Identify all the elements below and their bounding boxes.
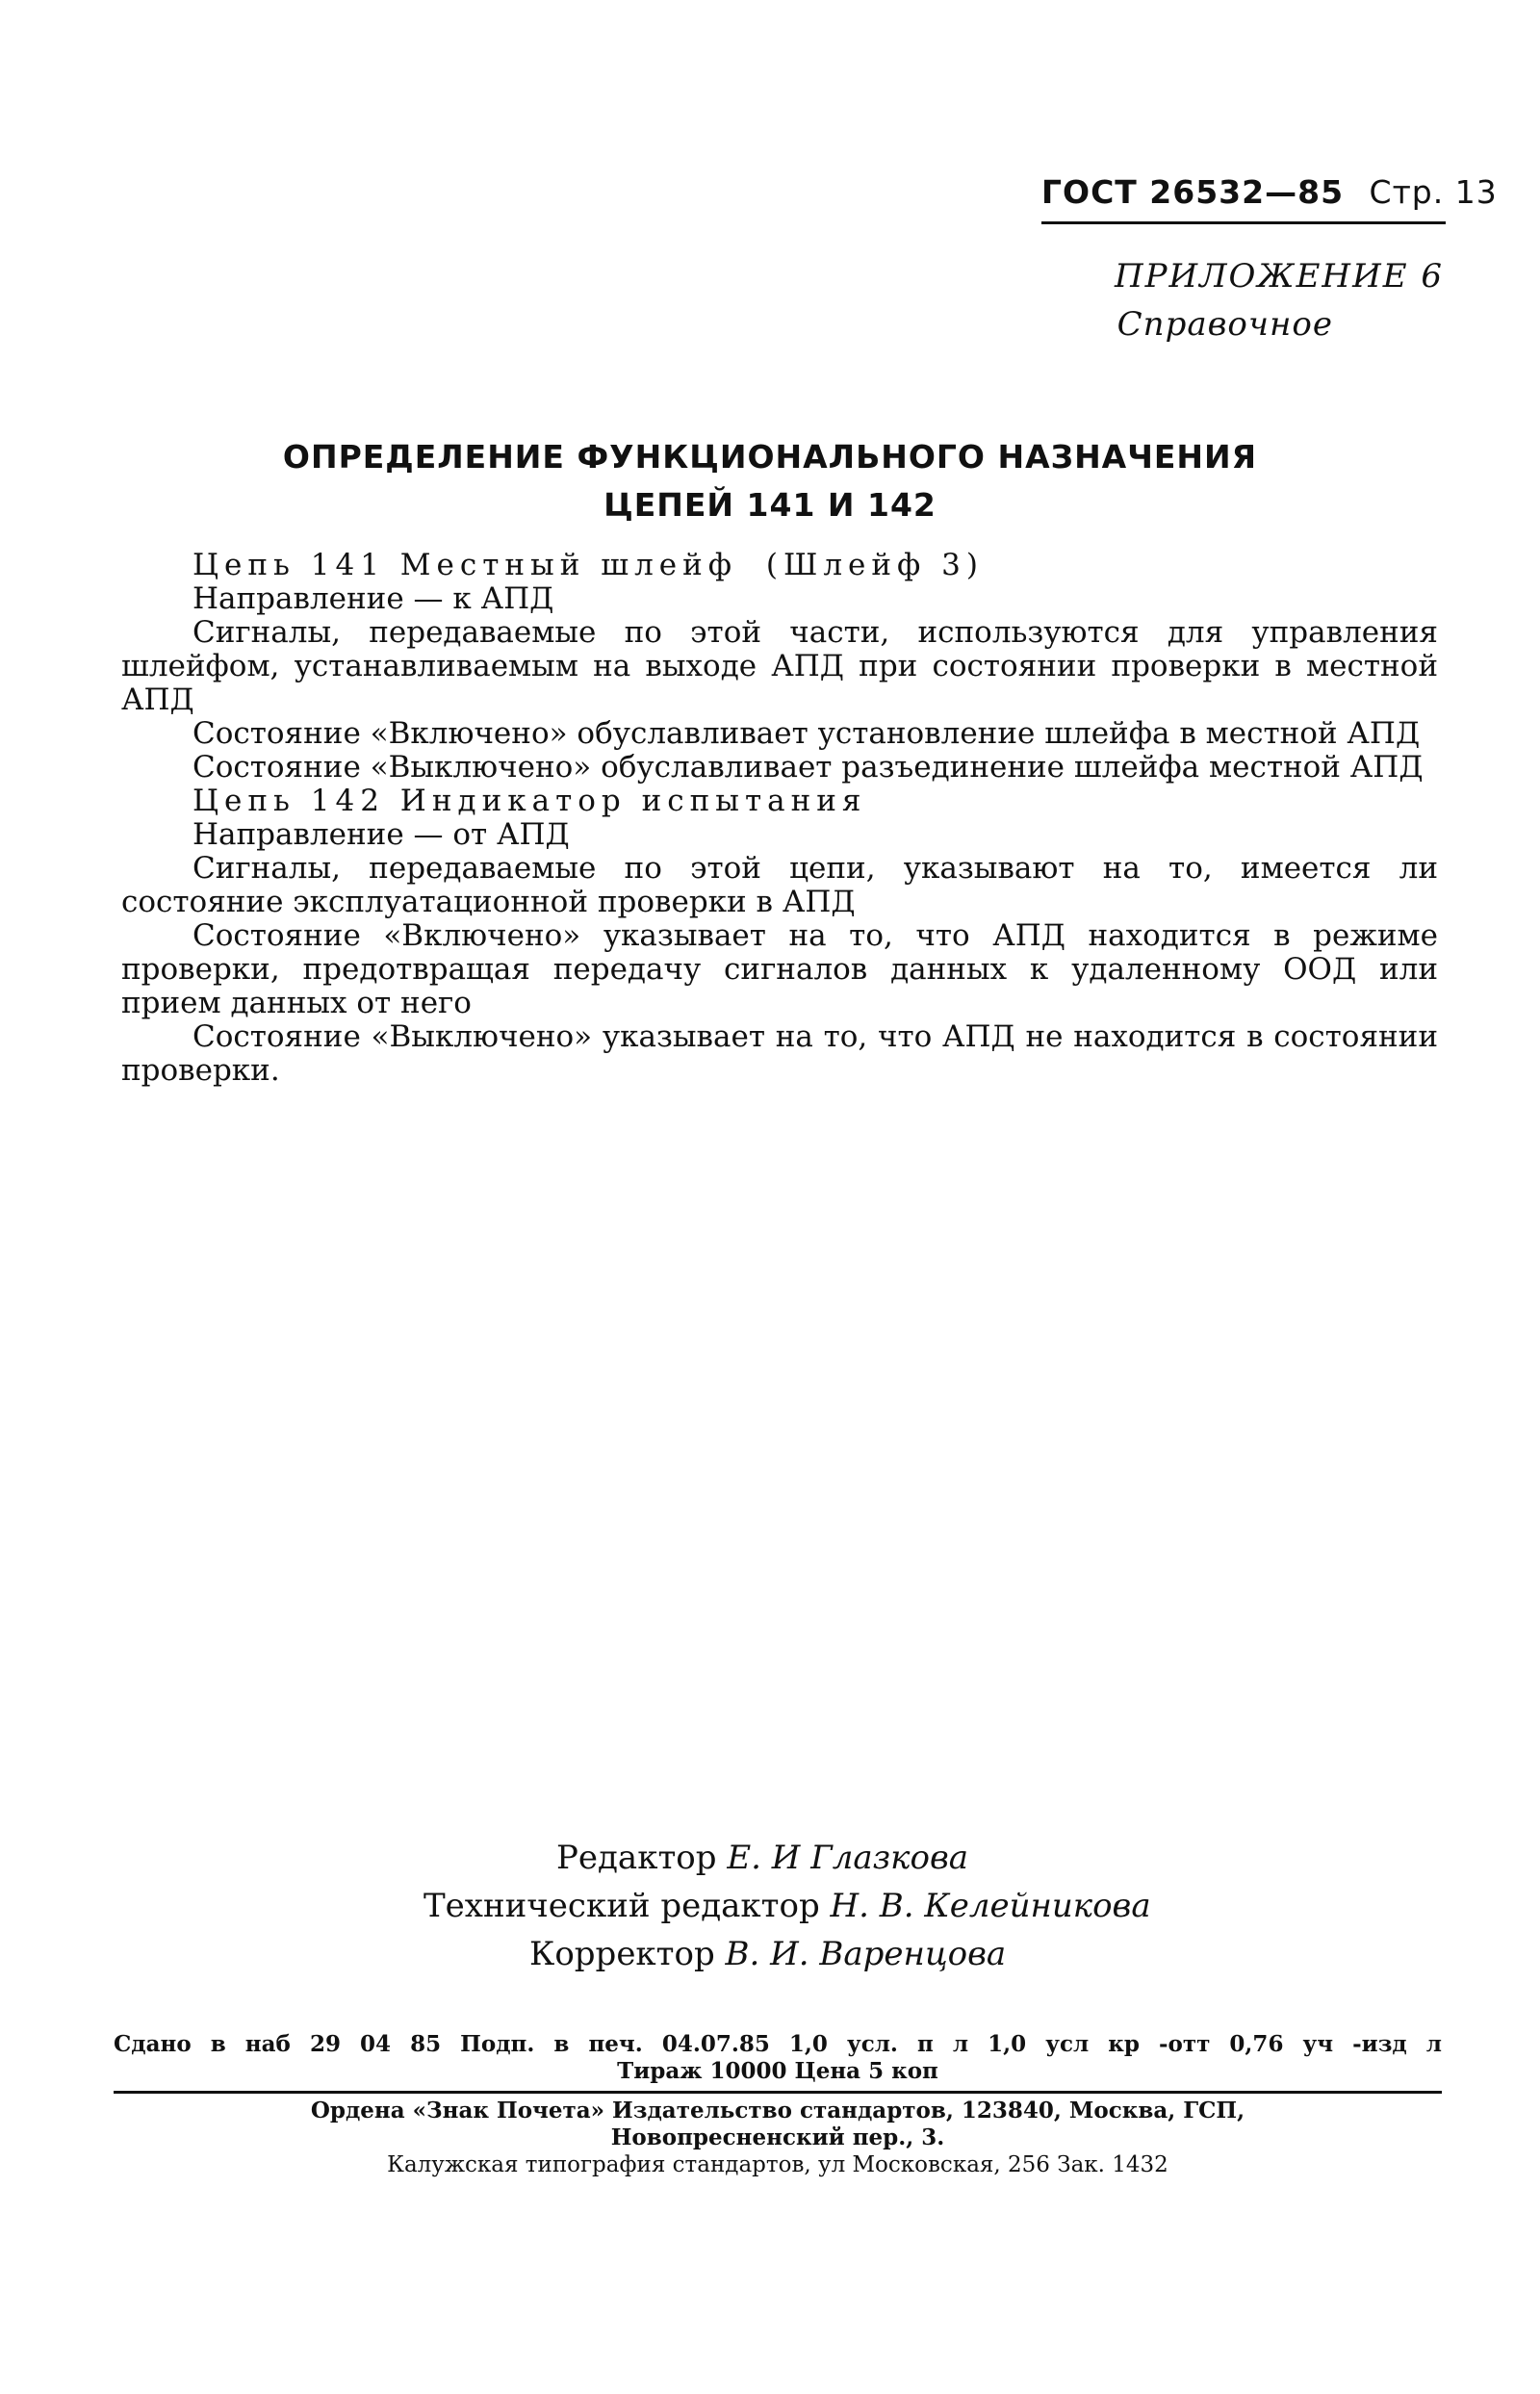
colophon-print-details: Сдано в наб 29 04 85 Подп. в печ. 04.07.85 1,0 усл. п л 1,0 усл кр -отт 0,76 уч -изд л	[114, 2031, 1442, 2057]
standard-number: ГОСТ 26532—85	[1041, 173, 1345, 211]
appendix-label	[962, 252, 1444, 348]
page-header	[1041, 173, 1498, 211]
circuit-142-state-on: Состояние «Включено» указывает на то, что АПД находится в режиме проверки, предотвращая передачу сигналов данных к удаленному ООД или прием данных от него	[121, 918, 1438, 1020]
circuit-141-heading: Цепь 141 Местный шлейф (Шлейф 3)	[192, 548, 984, 582]
circuit-142-signals: Сигналы, передаваемые по этой цепи, указывают на то, имеется ли состояние эксплуатационной проверки в АПД	[121, 851, 1438, 919]
appendix-kind: Справочное	[1116, 305, 1333, 344]
circuit-141-state-off: Состояние «Выключено» обуславливает разъединение шлейфа местной АПД	[192, 750, 1424, 785]
page-number: Стр. 13	[1369, 173, 1498, 211]
publisher-info	[114, 2098, 1442, 2178]
body-text	[121, 549, 1438, 1088]
colophon	[114, 2031, 1442, 2178]
circuit-142-direction: Направление — от АПД	[192, 817, 570, 852]
title-line-2: ЦЕПЕЙ 141 И 142	[603, 486, 937, 524]
circuit-141-signals: Сигналы, передаваемые по этой части, используются для управления шлейфом, устанавливаемым на выходе АПД при состоянии проверки в местной АПД	[121, 615, 1438, 717]
circuit-141-state-on: Состояние «Включено» обуславливает установление шлейфа в местной АПД	[192, 716, 1421, 751]
circuit-142-heading: Цепь 142 Индикатор испытания	[192, 784, 867, 818]
credit-editor: Редактор Е. И Глазкова	[556, 1839, 969, 1877]
header-rule	[1041, 221, 1446, 224]
credit-tech-editor: Технический редактор Н. В. Келейникова	[424, 1887, 1151, 1925]
credits	[0, 1834, 1540, 1978]
colophon-circulation: Тираж 10000 Цена 5 коп	[617, 2058, 938, 2084]
publisher-line-2: Новопресненский пер., 3.	[610, 2124, 945, 2150]
printer-line: Калужская типография стандартов, ул Московская, 256 Зак. 1432	[387, 2152, 1168, 2177]
colophon-rule	[114, 2091, 1442, 2094]
publisher-line-1: Ордена «Знак Почета» Издательство стандартов, 123840, Москва, ГСП,	[310, 2098, 1245, 2124]
circuit-142-state-off: Состояние «Выключено» указывает на то, что АПД не находится в состоянии проверки.	[121, 1019, 1438, 1088]
circuit-141-direction: Направление — к АПД	[192, 581, 554, 616]
appendix-number: ПРИЛОЖЕНИЕ 6	[1114, 257, 1444, 296]
document-title	[0, 433, 1540, 529]
credit-corrector: Корректор В. И. Варенцова	[529, 1935, 1007, 1973]
title-line-1: ОПРЕДЕЛЕНИЕ ФУНКЦИОНАЛЬНОГО НАЗНАЧЕНИЯ	[282, 438, 1258, 476]
